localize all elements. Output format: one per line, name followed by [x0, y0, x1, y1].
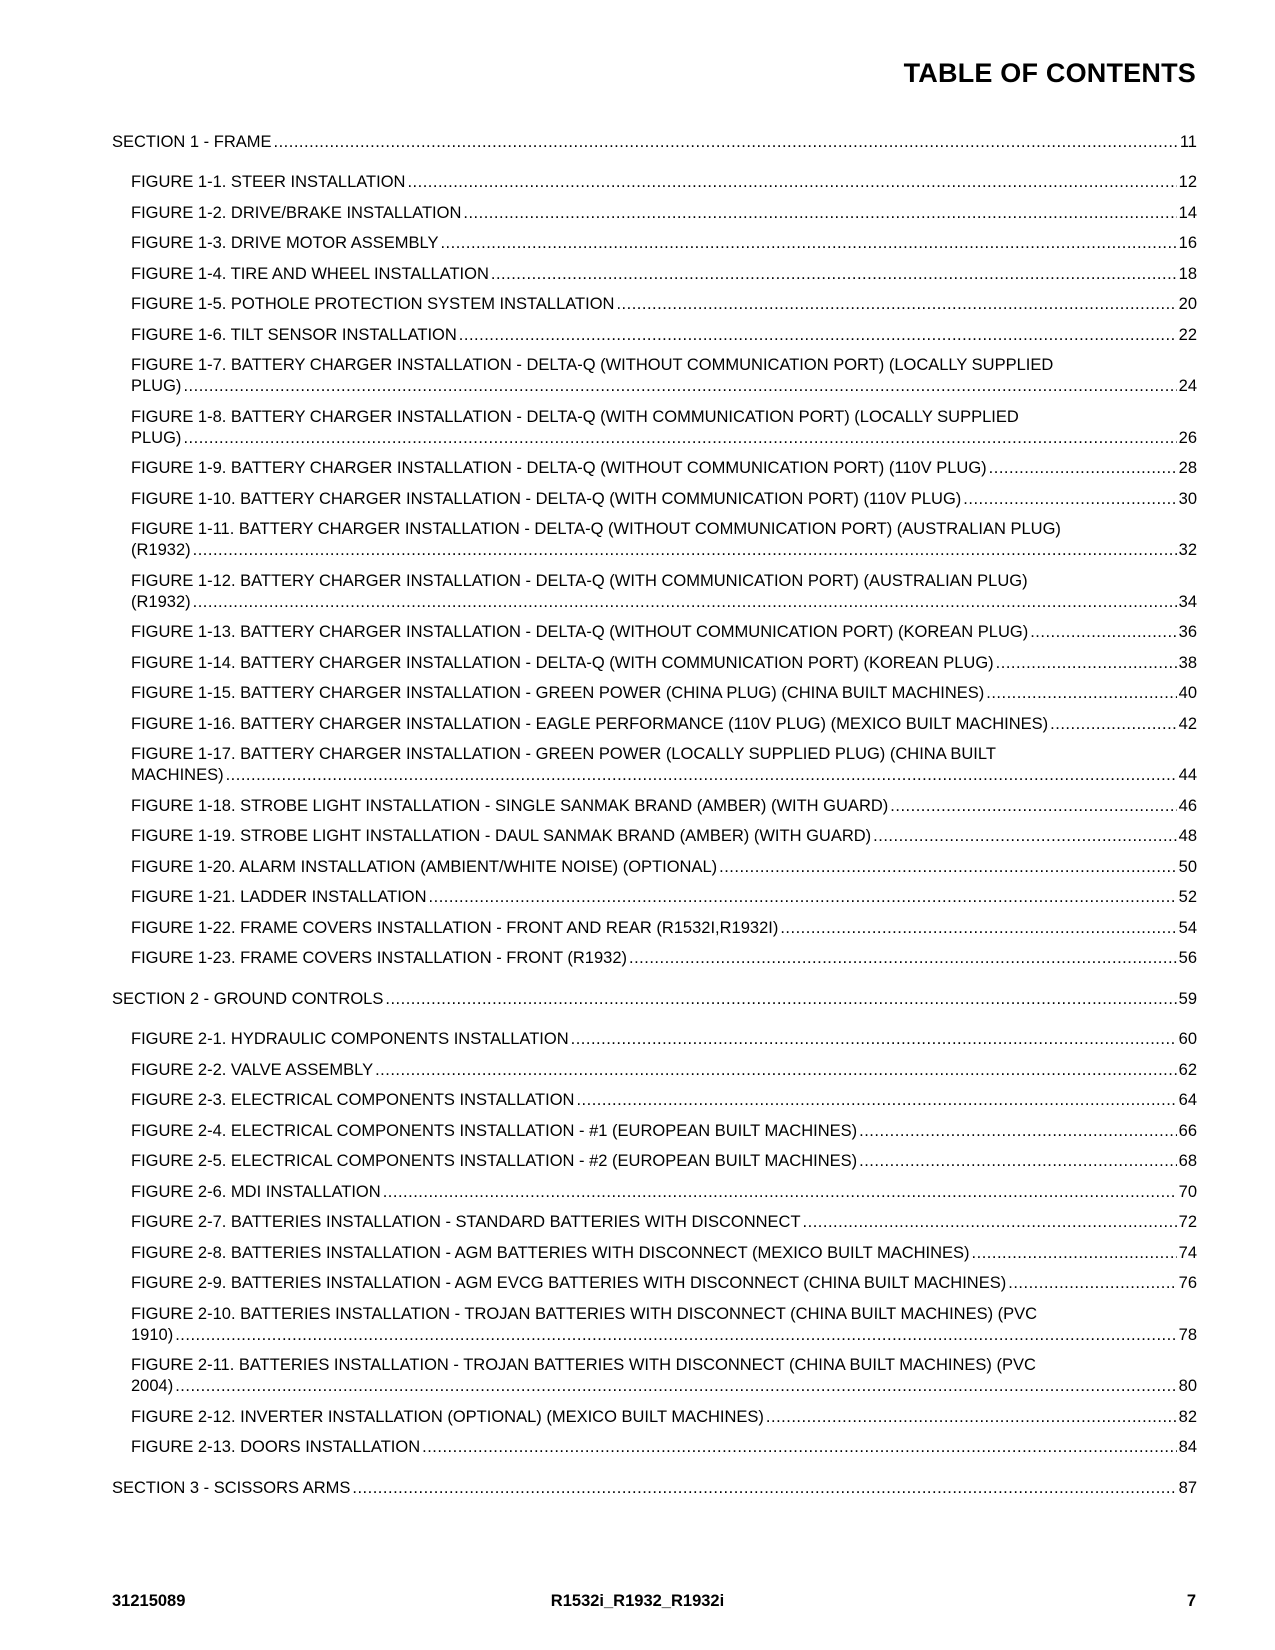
dot-leader	[193, 540, 1177, 561]
dot-leader	[274, 132, 1178, 153]
toc-entry-text: FIGURE 2-2. VALVE ASSEMBLY	[131, 1060, 374, 1079]
toc-entry-text: FIGURE 2-7. BATTERIES INSTALLATION - STANDARD BATTERIES WITH DISCONNECT	[131, 1213, 801, 1231]
toc-entry-page: 32	[1178, 541, 1197, 559]
toc-entry-text: SECTION 1 - FRAME	[112, 133, 272, 151]
toc-entry-page: 11	[1179, 133, 1197, 151]
dot-leader	[175, 1325, 1176, 1346]
toc-entry-page: 12	[1178, 173, 1197, 191]
toc-entry-page: 28	[1178, 459, 1197, 477]
toc-figure-entry[interactable]	[112, 1182, 1197, 1203]
toc-figure-entry[interactable]	[112, 683, 1197, 704]
toc-entry-text: PLUG)	[131, 377, 182, 395]
toc-entry-page: 30	[1178, 489, 1197, 508]
toc-entry-page: 20	[1178, 295, 1197, 313]
toc-entry-page: 18	[1178, 264, 1197, 283]
dot-leader	[383, 1182, 1177, 1203]
toc-figure-entry[interactable]	[112, 489, 1197, 510]
toc-figure-entry[interactable]	[112, 826, 1197, 847]
dot-leader	[375, 1060, 1177, 1081]
dot-leader	[571, 1029, 1177, 1050]
toc-entry-page: 70	[1178, 1182, 1197, 1201]
toc-figure-entry[interactable]	[112, 1355, 1197, 1397]
toc-figure-entry[interactable]	[112, 887, 1197, 908]
toc-entry-text: FIGURE 1-15. BATTERY CHARGER INSTALLATION - GREEN POWER (CHINA PLUG) (CHINA BUILT MACHINES)	[131, 684, 985, 702]
toc-entry-page: 76	[1178, 1274, 1197, 1292]
toc-entry-text-line1: FIGURE 2-10. BATTERIES INSTALLATION - TROJAN BATTERIES WITH DISCONNECT (CHINA BUILT MACHINES) (PVC	[131, 1304, 1038, 1323]
toc-entry-text: 1910)	[131, 1325, 174, 1344]
dot-leader	[719, 857, 1177, 878]
dot-leader	[780, 918, 1176, 939]
toc-entry-page: 50	[1178, 857, 1197, 876]
dot-leader	[440, 233, 1176, 254]
dot-leader	[459, 325, 1177, 346]
toc-entry-page: 84	[1178, 1438, 1197, 1456]
toc-figure-entry[interactable]	[112, 233, 1197, 254]
toc-entry-page: 72	[1178, 1213, 1197, 1231]
toc-entry-text: FIGURE 2-3. ELECTRICAL COMPONENTS INSTALLATION	[131, 1091, 575, 1109]
toc-figure-entry[interactable]	[112, 325, 1197, 346]
toc-entry-text: FIGURE 2-6. MDI INSTALLATION	[131, 1182, 381, 1201]
dot-leader	[996, 653, 1177, 674]
toc-entry-page: 78	[1178, 1325, 1197, 1344]
toc-entry-text: FIGURE 1-16. BATTERY CHARGER INSTALLATION - EAGLE PERFORMANCE (110V PLUG) (MEXICO BUILT MACHINES)	[131, 714, 1049, 733]
toc-figure-entry[interactable]	[112, 294, 1197, 315]
toc-entry-page: 22	[1178, 325, 1197, 344]
toc-figure-entry[interactable]	[112, 1212, 1197, 1233]
toc-entry-text: (R1932)	[131, 541, 191, 559]
toc-entry-page: 87	[1178, 1479, 1197, 1497]
toc-figure-entry[interactable]	[112, 1060, 1197, 1081]
toc-entry-text: FIGURE 1-21. LADDER INSTALLATION	[131, 888, 427, 906]
toc-entry-text: FIGURE 1-9. BATTERY CHARGER INSTALLATION - DELTA-Q (WITHOUT COMMUNICATION PORT) (110V PLUG)	[131, 459, 987, 477]
dot-leader	[873, 826, 1176, 847]
toc-entry-text: MACHINES)	[131, 766, 224, 784]
toc-entry-page: 38	[1178, 653, 1197, 672]
toc-entry-text: FIGURE 2-4. ELECTRICAL COMPONENTS INSTALLATION - #1 (EUROPEAN BUILT MACHINES)	[131, 1121, 858, 1140]
toc-entry-page: 80	[1178, 1377, 1197, 1395]
dot-leader	[463, 203, 1176, 224]
toc-figure-entry[interactable]	[112, 1029, 1197, 1050]
toc-entry-page: 82	[1178, 1407, 1197, 1426]
toc-entry-page: 68	[1178, 1152, 1197, 1170]
dot-leader	[989, 458, 1177, 479]
dot-leader	[491, 264, 1177, 285]
toc-entry-text: FIGURE 1-20. ALARM INSTALLATION (AMBIENT/WHITE NOISE) (OPTIONAL)	[131, 857, 718, 876]
toc-entry-text: PLUG)	[131, 428, 182, 447]
dot-leader	[1030, 622, 1176, 643]
toc-entry-text: FIGURE 1-5. POTHOLE PROTECTION SYSTEM INSTALLATION	[131, 295, 615, 313]
toc-entry-page: 59	[1178, 990, 1197, 1008]
toc-figure-entry[interactable]	[112, 1437, 1197, 1458]
toc-entry-text-line1: FIGURE 1-12. BATTERY CHARGER INSTALLATION - DELTA-Q (WITH COMMUNICATION PORT) (AUSTRALIAN PLUG)	[131, 571, 1028, 590]
toc-entry-page: 34	[1178, 592, 1197, 611]
toc-figure-entry[interactable]	[112, 264, 1197, 285]
toc-figure-entry[interactable]	[112, 1273, 1197, 1294]
dot-leader	[859, 1121, 1177, 1142]
dot-leader	[407, 172, 1176, 193]
toc-figure-entry[interactable]	[112, 172, 1197, 193]
dot-leader	[183, 428, 1176, 449]
toc-entry-text: FIGURE 1-19. STROBE LIGHT INSTALLATION - DAUL SANMAK BRAND (AMBER) (WITH GUARD)	[131, 827, 872, 845]
toc-entry-text: FIGURE 1-10. BATTERY CHARGER INSTALLATION - DELTA-Q (WITH COMMUNICATION PORT) (110V PLUG)	[131, 489, 962, 508]
toc-figure-entry[interactable]	[112, 1304, 1197, 1346]
footer-model: R1532i_R1932_R1932i	[550, 1592, 725, 1610]
toc-entry-page: 14	[1178, 203, 1197, 222]
toc-figure-entry[interactable]	[112, 744, 1197, 786]
dot-leader	[385, 989, 1176, 1010]
toc-entry-page: 42	[1178, 714, 1197, 733]
toc-figure-entry[interactable]	[112, 796, 1197, 817]
toc-entry-text: 2004)	[131, 1377, 174, 1395]
footer-page-number: 7	[1186, 1592, 1196, 1610]
toc-figure-entry[interactable]	[112, 407, 1197, 449]
toc-entry-page: 52	[1178, 888, 1197, 906]
dot-leader	[193, 592, 1177, 613]
toc-figure-entry[interactable]	[112, 1243, 1197, 1264]
toc-figure-entry[interactable]	[112, 918, 1197, 939]
dot-leader	[576, 1090, 1176, 1111]
dot-leader	[183, 376, 1176, 397]
toc-entry-page: 24	[1178, 377, 1197, 395]
toc-figure-entry[interactable]	[112, 714, 1197, 735]
dot-leader	[963, 489, 1176, 510]
toc-entry-text: FIGURE 2-5. ELECTRICAL COMPONENTS INSTALLATION - #2 (EUROPEAN BUILT MACHINES)	[131, 1152, 858, 1170]
toc-figure-entry[interactable]	[112, 1121, 1197, 1142]
dot-leader	[422, 1437, 1177, 1458]
toc-entry-text: FIGURE 1-1. STEER INSTALLATION	[131, 173, 406, 191]
dot-leader	[859, 1151, 1177, 1172]
toc-entry-text: FIGURE 1-14. BATTERY CHARGER INSTALLATION - DELTA-Q (WITH COMMUNICATION PORT) (KOREAN PLUG)	[131, 653, 994, 672]
toc-entry-text-line1: FIGURE 1-17. BATTERY CHARGER INSTALLATION - GREEN POWER (LOCALLY SUPPLIED PLUG) (CHINA BUILT	[131, 745, 996, 763]
toc-entry-page: 40	[1178, 684, 1197, 702]
dot-leader	[972, 1243, 1177, 1264]
toc-entry-text-line1: FIGURE 1-8. BATTERY CHARGER INSTALLATION - DELTA-Q (WITH COMMUNICATION PORT) (LOCALLY SUPPLIED	[131, 407, 1019, 426]
toc-entry-page: 64	[1178, 1091, 1197, 1109]
toc-entry-text: FIGURE 1-13. BATTERY CHARGER INSTALLATION - DELTA-Q (WITHOUT COMMUNICATION PORT) (KOREAN PLUG)	[131, 623, 1029, 641]
toc-figure-entry[interactable]	[112, 653, 1197, 674]
toc-entry-page: 66	[1178, 1121, 1197, 1140]
toc-section-entry[interactable]	[112, 132, 1197, 153]
toc-entry-text: FIGURE 1-22. FRAME COVERS INSTALLATION - FRONT AND REAR (R1532I,R1932I)	[131, 918, 779, 937]
toc-entry-page: 36	[1178, 623, 1197, 641]
toc-entry-text: SECTION 3 - SCISSORS ARMS	[112, 1479, 351, 1497]
dot-leader	[629, 948, 1177, 969]
toc-entry-text: FIGURE 1-6. TILT SENSOR INSTALLATION	[131, 325, 457, 344]
toc-entry-page: 48	[1178, 827, 1197, 845]
toc-entry-page: 74	[1178, 1243, 1197, 1262]
toc-figure-entry[interactable]	[112, 458, 1197, 479]
toc-entry-text: FIGURE 2-8. BATTERIES INSTALLATION - AGM BATTERIES WITH DISCONNECT (MEXICO BUILT MACHINES)	[131, 1243, 970, 1262]
toc-section-entry[interactable]	[112, 989, 1197, 1010]
dot-leader	[803, 1212, 1177, 1233]
toc-figure-entry[interactable]	[112, 857, 1197, 878]
dot-leader	[352, 1478, 1176, 1499]
page-title: TABLE OF CONTENTS	[903, 58, 1196, 88]
toc-entry-text: FIGURE 2-13. DOORS INSTALLATION	[131, 1438, 421, 1456]
dot-leader	[616, 294, 1176, 315]
toc-entry-text-line1: FIGURE 2-11. BATTERIES INSTALLATION - TROJAN BATTERIES WITH DISCONNECT (CHINA BUILT MACHINES) (PVC	[131, 1356, 1036, 1374]
toc-list	[112, 132, 1197, 1499]
toc-figure-entry[interactable]	[112, 1090, 1197, 1111]
toc-entry-page: 62	[1178, 1060, 1197, 1079]
toc-figure-entry[interactable]	[112, 519, 1197, 561]
toc-entry-text: FIGURE 2-1. HYDRAULIC COMPONENTS INSTALLATION	[131, 1030, 569, 1048]
toc-section-entry[interactable]	[112, 1478, 1197, 1499]
toc-entry-text-line1: FIGURE 1-11. BATTERY CHARGER INSTALLATION - DELTA-Q (WITHOUT COMMUNICATION PORT) (AUSTRALIAN PLUG)	[131, 520, 1061, 538]
toc-entry-text: (R1932)	[131, 592, 191, 611]
dot-leader	[986, 683, 1176, 704]
toc-entry-page: 44	[1178, 766, 1197, 784]
toc-figure-entry[interactable]	[112, 948, 1197, 969]
toc-entry-page: 16	[1178, 234, 1197, 252]
toc-entry-page: 46	[1178, 796, 1197, 815]
dot-leader	[175, 1376, 1176, 1397]
toc-entry-page: 26	[1178, 428, 1197, 447]
toc-entry-page: 54	[1178, 918, 1197, 937]
toc-figure-entry[interactable]	[112, 355, 1197, 397]
toc-entry-text: FIGURE 2-12. INVERTER INSTALLATION (OPTIONAL) (MEXICO BUILT MACHINES)	[131, 1407, 764, 1426]
toc-entry-text-line1: FIGURE 1-7. BATTERY CHARGER INSTALLATION - DELTA-Q (WITHOUT COMMUNICATION PORT) (LOCALLY SUPPLIED	[131, 356, 1054, 374]
toc-figure-entry[interactable]	[112, 203, 1197, 224]
toc-entry-text: FIGURE 1-3. DRIVE MOTOR ASSEMBLY	[131, 234, 439, 252]
toc-figure-entry[interactable]	[112, 1407, 1197, 1428]
toc-entry-page: 56	[1178, 949, 1197, 967]
toc-entry-text: FIGURE 1-18. STROBE LIGHT INSTALLATION - SINGLE SANMAK BRAND (AMBER) (WITH GUARD)	[131, 796, 889, 815]
dot-leader	[429, 887, 1177, 908]
dot-leader	[226, 765, 1177, 786]
toc-entry-text: FIGURE 1-4. TIRE AND WHEEL INSTALLATION	[131, 264, 489, 283]
toc-entry-text: FIGURE 2-9. BATTERIES INSTALLATION - AGM EVCG BATTERIES WITH DISCONNECT (CHINA BUILT MACHINES)	[131, 1274, 1007, 1292]
toc-entry-text: FIGURE 1-23. FRAME COVERS INSTALLATION - FRONT (R1932)	[131, 949, 628, 967]
toc-figure-entry[interactable]	[112, 622, 1197, 643]
toc-figure-entry[interactable]	[112, 1151, 1197, 1172]
toc-entry-text: FIGURE 1-2. DRIVE/BRAKE INSTALLATION	[131, 203, 462, 222]
toc-figure-entry[interactable]	[112, 571, 1197, 613]
dot-leader	[1008, 1273, 1176, 1294]
dot-leader	[766, 1407, 1177, 1428]
dot-leader	[1050, 714, 1176, 735]
toc-entry-text: SECTION 2 - GROUND CONTROLS	[112, 990, 384, 1008]
dot-leader	[890, 796, 1176, 817]
toc-entry-page: 60	[1178, 1030, 1197, 1048]
footer-doc-number: 31215089	[112, 1592, 186, 1610]
